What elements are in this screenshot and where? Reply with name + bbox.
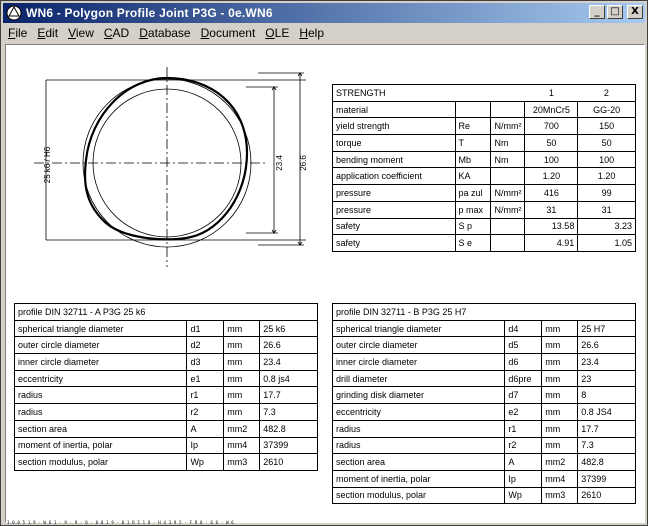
table-cell: mm (542, 437, 578, 454)
table-cell: mm (542, 354, 578, 371)
table-cell: S p (455, 218, 491, 235)
table-row (333, 387, 636, 404)
table-cell: Ip (187, 437, 224, 454)
table-cell: 2610 (260, 454, 318, 471)
table-row (333, 218, 636, 235)
table-cell: 150 (578, 118, 636, 135)
table-cell: drill diameter (333, 370, 505, 387)
table-row (333, 185, 636, 202)
table-row (333, 320, 636, 337)
table-cell: mm (224, 320, 260, 337)
table-cell (491, 235, 525, 252)
table-cell: 31 (578, 201, 636, 218)
table-cell: Ip (505, 470, 542, 487)
table-cell: eccentricity (333, 404, 505, 421)
table-cell: section modulus, polar (333, 487, 505, 504)
table-cell: mm2 (224, 420, 260, 437)
table-row (333, 454, 636, 471)
table-cell (491, 168, 525, 185)
table-cell: section modulus, polar (15, 454, 187, 471)
table-cell: 20MnCr5 (525, 101, 578, 118)
table-cell: Re (455, 118, 491, 135)
table-cell: mm3 (224, 454, 260, 471)
strength-header-cell: 1 (525, 85, 578, 102)
table-row (333, 337, 636, 354)
table-cell: mm3 (542, 487, 578, 504)
table-row (15, 437, 318, 454)
table-cell: A (505, 454, 542, 471)
table-cell: material (333, 101, 456, 118)
table-cell: KA (455, 168, 491, 185)
table-cell: 26.6 (260, 337, 318, 354)
table-cell: r1 (187, 387, 224, 404)
table-cell: d1 (187, 320, 224, 337)
table-cell: mm (224, 387, 260, 404)
strength-header-cell: STRENGTH (333, 85, 456, 102)
title-bar[interactable] (3, 3, 645, 23)
table-row (15, 320, 318, 337)
document-canvas[interactable] (5, 44, 645, 523)
table-cell: 17.7 (260, 387, 318, 404)
table-cell: mm4 (542, 470, 578, 487)
table-cell: 25 k6 (260, 320, 318, 337)
table-cell: 416 (525, 185, 578, 202)
table-cell: 1.20 (578, 168, 636, 185)
table-row (15, 404, 318, 421)
table-cell: 17.7 (578, 420, 636, 437)
table-cell: 482.8 (260, 420, 318, 437)
table-cell: pressure (333, 185, 456, 202)
table-cell: N/mm² (491, 185, 525, 202)
table-cell: mm (224, 404, 260, 421)
table-cell: d6 (505, 354, 542, 371)
menu-cad[interactable]: CAD (103, 26, 130, 40)
table-cell: d2 (187, 337, 224, 354)
profile-title: profile DIN 32711 - A P3G 25 k6 (15, 304, 318, 321)
table-row (333, 470, 636, 487)
table-cell: 7.3 (260, 404, 318, 421)
table-cell: 482.8 (578, 454, 636, 471)
table-cell: mm (542, 404, 578, 421)
table-cell: d5 (505, 337, 542, 354)
dim-text-inner: 23.4 (275, 155, 284, 171)
table-row (333, 168, 636, 185)
table-cell: 26.6 (578, 337, 636, 354)
table-row (333, 404, 636, 421)
table-cell: mm (542, 337, 578, 354)
table-cell: Wp (505, 487, 542, 504)
table-cell: e1 (187, 370, 224, 387)
menu-view[interactable]: View (68, 26, 94, 40)
dim-text-nominal: 25 k6 / H6 (43, 146, 52, 184)
table-cell: Nm (491, 151, 525, 168)
table-cell: 8 (578, 387, 636, 404)
table-cell: 23 (578, 370, 636, 387)
table-cell: yield strength (333, 118, 456, 135)
table-row (15, 337, 318, 354)
table-cell (491, 101, 525, 118)
table-cell: 2610 (578, 487, 636, 504)
table-row (333, 118, 636, 135)
table-cell: 1.05 (578, 235, 636, 252)
menu-ole[interactable]: OLE (265, 26, 290, 40)
table-cell: 1.20 (525, 168, 578, 185)
table-cell: r2 (505, 437, 542, 454)
table-cell: mm4 (224, 437, 260, 454)
table-cell: spherical triangle diameter (15, 320, 187, 337)
table-cell: mm (542, 387, 578, 404)
menu-database[interactable]: Database (139, 26, 191, 40)
table-cell: mm (224, 354, 260, 371)
table-cell: pa zul (455, 185, 491, 202)
table-cell: radius (333, 437, 505, 454)
table-cell: 100 (525, 151, 578, 168)
table-cell: 25 H7 (578, 320, 636, 337)
table-cell: 50 (578, 135, 636, 152)
table-row (333, 151, 636, 168)
table-cell: 37399 (260, 437, 318, 454)
table-cell: mm (542, 420, 578, 437)
table-cell: radius (15, 387, 187, 404)
table-cell: mm (224, 337, 260, 354)
close-button[interactable]: X (627, 5, 643, 19)
table-row (333, 235, 636, 252)
strength-header-cell: 2 (578, 85, 636, 102)
menu-document[interactable]: Document (200, 26, 256, 40)
menu-bar (3, 24, 645, 42)
table-cell: 0.8 js4 (260, 370, 318, 387)
table-cell: N/mm² (491, 118, 525, 135)
table-cell: d3 (187, 354, 224, 371)
menu-help[interactable]: Help (299, 26, 325, 40)
table-cell (455, 101, 491, 118)
profile-title-row (15, 304, 318, 321)
table-row (15, 387, 318, 404)
table-cell: Nm (491, 135, 525, 152)
menu-edit[interactable]: Edit (37, 26, 59, 40)
strength-header-cell (455, 85, 491, 102)
table-cell: radius (15, 404, 187, 421)
table-cell: mm (224, 370, 260, 387)
table-cell: moment of inertia, polar (15, 437, 187, 454)
table-cell: r1 (505, 420, 542, 437)
table-cell: 4.91 (525, 235, 578, 252)
table-row (333, 437, 636, 454)
table-cell: eccentricity (15, 370, 187, 387)
strength-header-cell (491, 85, 525, 102)
table-cell: pressure (333, 201, 456, 218)
table-cell: 23.4 (578, 354, 636, 371)
table-cell: 31 (525, 201, 578, 218)
table-cell: outer circle diameter (333, 337, 505, 354)
table-cell (491, 218, 525, 235)
table-cell: section area (333, 454, 505, 471)
table-cell: torque (333, 135, 456, 152)
table-cell: 13.58 (525, 218, 578, 235)
table-cell: bending moment (333, 151, 456, 168)
table-cell: mm2 (542, 454, 578, 471)
table-cell: d7 (505, 387, 542, 404)
table-row (333, 201, 636, 218)
table-cell: d4 (505, 320, 542, 337)
table-row (333, 101, 636, 118)
table-cell: 700 (525, 118, 578, 135)
table-cell: 3.23 (578, 218, 636, 235)
table-cell: mm (542, 320, 578, 337)
table-cell: Mb (455, 151, 491, 168)
table-cell: safety (333, 235, 456, 252)
table-cell: 7.3 (578, 437, 636, 454)
table-cell: 37399 (578, 470, 636, 487)
table-cell: 23.4 (260, 354, 318, 371)
table-cell: e2 (505, 404, 542, 421)
table-cell: d6pre (505, 370, 542, 387)
table-cell: safety (333, 218, 456, 235)
profile-b-table (332, 303, 636, 504)
table-cell: radius (333, 420, 505, 437)
table-cell: 0.8 JS4 (578, 404, 636, 421)
profile-title: profile DIN 32711 - B P3G 25 H7 (333, 304, 636, 321)
profile-a-table (14, 303, 318, 471)
app-icon (6, 5, 22, 21)
table-cell: 100 (578, 151, 636, 168)
table-cell: r2 (187, 404, 224, 421)
table-cell: moment of inertia, polar (333, 470, 505, 487)
table-cell: spherical triangle diameter (333, 320, 505, 337)
table-cell: p max (455, 201, 491, 218)
window-controls (589, 5, 643, 19)
profile-title-row (333, 304, 636, 321)
table-cell: section area (15, 420, 187, 437)
table-cell: grinding disk diameter (333, 387, 505, 404)
status-text: 3.0.0 5 1.9 - W 6 1 - 9 - 9 - 0 - 0 0 1 9 - 0 1 R 5 1 0 - H 4 3 9 5 - F R 0 - 6 6 - W 6 (7, 520, 234, 525)
table-row (333, 420, 636, 437)
table-cell: N/mm² (491, 201, 525, 218)
table-cell: S e (455, 235, 491, 252)
table-row (15, 354, 318, 371)
table-cell: outer circle diameter (15, 337, 187, 354)
table-cell: mm (542, 370, 578, 387)
table-row (333, 354, 636, 371)
maximize-button[interactable]: □ (607, 5, 623, 19)
strength-table (332, 84, 636, 252)
strength-header-row (333, 85, 636, 102)
table-row (333, 135, 636, 152)
table-cell: T (455, 135, 491, 152)
table-cell: 50 (525, 135, 578, 152)
table-cell: application coefficient (333, 168, 456, 185)
minimize-button[interactable]: _ (589, 5, 605, 19)
menu-file[interactable]: File (8, 26, 28, 40)
table-cell: 99 (578, 185, 636, 202)
table-row (15, 420, 318, 437)
table-cell: Wp (187, 454, 224, 471)
window-title: WN6 - Polygon Profile Joint P3G - 0e.WN6 (26, 6, 273, 20)
table-cell: GG-20 (578, 101, 636, 118)
table-row (333, 487, 636, 504)
table-cell: A (187, 420, 224, 437)
dim-text-outer: 26.6 (299, 155, 308, 171)
table-row (15, 370, 318, 387)
table-row (333, 370, 636, 387)
table-row (15, 454, 318, 471)
table-cell: inner circle diameter (15, 354, 187, 371)
table-cell: inner circle diameter (333, 354, 505, 371)
